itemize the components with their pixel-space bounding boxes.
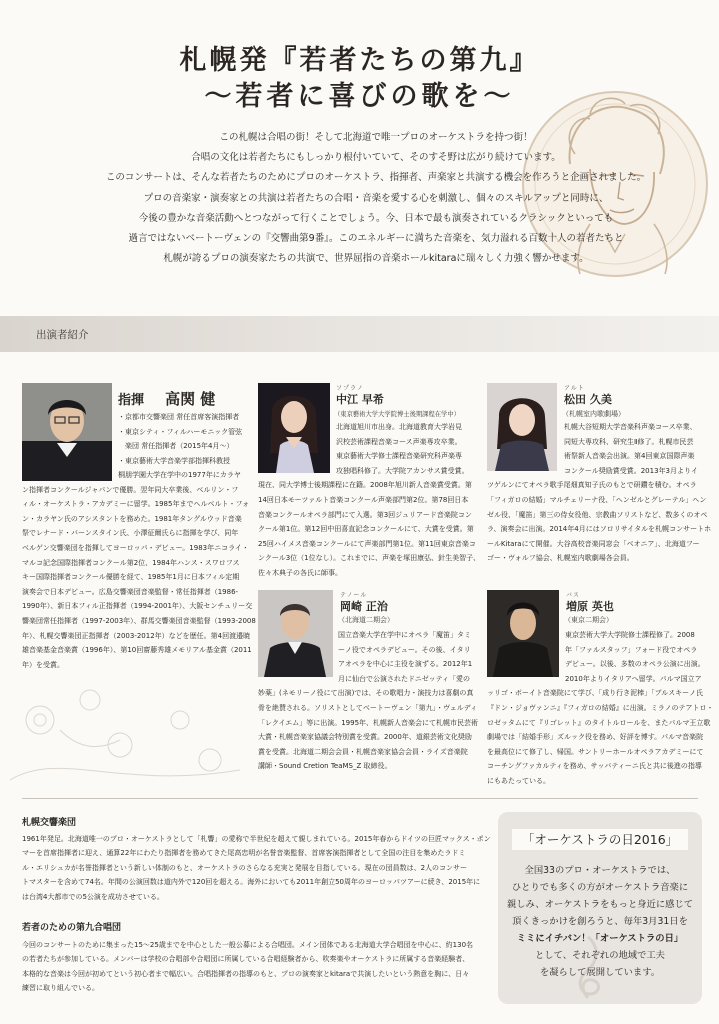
- section-divider: [22, 798, 698, 799]
- intro-line: このコンサートは、そんな若者たちのためにプロのオーケストラ、指揮者、声楽家と共演する機会を作ろうと企画されました。: [105, 172, 647, 184]
- bio-line: 年）を受賞。: [22, 660, 64, 669]
- orchestra-day-box: [498, 812, 702, 1004]
- bass-name: 増原 英也: [566, 600, 614, 613]
- bio-line: ンクール3位（1位なし）。これまでに、声楽を塚田康弘、針生美智子、: [258, 554, 481, 563]
- performers-section-label: 出演者紹介: [36, 329, 89, 341]
- bio-line: デビュー。以後、多数のオペラ公演に出演。: [565, 660, 705, 669]
- choir-line: 本格的な音楽は今回が初めてという初心者まで幅広い。合唱指揮者の指導のもと、プロの演奏家とkitaraで共演したいという熱意を胸に、日々: [22, 969, 470, 978]
- orchestra-day-text: [498, 862, 702, 981]
- intro-line: プロの音楽家・演奏家との共演は若者たちの合唱・音楽を愛する心を刺激し、個々のスキルアップと同時に、: [143, 192, 609, 204]
- bio-line: 雄音楽基金音楽賞（1996年）、第10回齋藤秀雄メモリアル基金賞（2011: [22, 646, 252, 655]
- conductor-role-name: [118, 388, 215, 409]
- conductor-photo-image: [22, 383, 112, 481]
- conductor-bio-top: [118, 410, 242, 468]
- main-title: 札幌発『若者たちの第九』: [179, 45, 540, 76]
- bio-line: 演奏会で日本デビュー。広島交響楽団音楽監督・常任指揮者（1986-: [22, 587, 239, 596]
- bio-line: アオペラを中心に主役を演ずる。2012年1: [338, 660, 473, 669]
- alto-role: アルト: [564, 385, 585, 392]
- choir-line: の若者たちが参加している。メンバーは学校の合唱部や合唱団に所属している合唱経験者から、吹奏楽やオーケストラに所属する音楽経験者、: [22, 955, 470, 964]
- performers-section-bar: [0, 316, 719, 352]
- bio-line: ・東京シティ・フィルハーモニック管弦: [118, 427, 243, 436]
- bio-line: 現在、同大学博士後期課程に在籍。2008年旭川新人音楽賞受賞。第: [258, 481, 472, 490]
- bio-line: ツゲルンにてオペラ歌手尾畑真知子氏のもとで研鑽を積む。オペラ: [487, 481, 697, 490]
- intro-line: 合唱の文化は若者たちにもしっかり根付いていて、そのすそ野は広がり続けています。: [191, 152, 561, 164]
- bio-line: 妙薬」(ネモリーノ役にて出演)では、その歌唱力・演技力は喜劇の真: [258, 689, 474, 698]
- choir-line: 今回のコンサートのために集まった15〜25歳までを中心とした一般公募による合唱団。メイン団体である北海道大学合唱団を中心に、約130名: [22, 941, 474, 949]
- intro-text: [96, 128, 656, 269]
- bio-line: ッリゴ・ボーイト音楽院にて学び、「成り行き泥棒」「ブルスキーノ氏: [487, 689, 703, 698]
- orchestra-day-line: 親しみ、オーケストラをもっと身近に感じて: [506, 899, 694, 910]
- floral-decoration: [0, 660, 250, 800]
- bio-line: 札幌大谷短期大学音楽科声楽コース卒業、: [564, 423, 697, 431]
- bio-line: 佐々木典子の各氏に師事。: [258, 568, 342, 577]
- soprano-role: ソプラノ: [336, 385, 364, 392]
- bio-line: 劇場では「結婚手形」ズルック役を務め、好評を博す。パルマ音楽院: [487, 733, 704, 742]
- bio-line: 『ドン・ジョヴァンニ』『フィガロの結婚』に出演。ミラノのテアトロ・: [487, 703, 714, 712]
- bio-line: コンクール奨励賞受賞。2013年3月よりイ: [564, 466, 698, 475]
- tenor-name: 岡崎 正治: [340, 600, 388, 613]
- conductor-photo: [22, 383, 112, 481]
- orchestra-day-line: ひとりでも多くの方がオーケストラ音楽に: [511, 882, 689, 893]
- bio-line: マルコ記念国際指揮者コンクール第2位、1984年ハンス・スワロフス: [22, 558, 240, 567]
- bio-line: 北海道旭川市出身。北海道教育大学岩見: [336, 423, 462, 431]
- conductor-role: 指揮: [118, 393, 145, 408]
- bio-line: 楽団 常任指揮者（2015年4月〜）: [118, 442, 234, 451]
- sso-title: 札幌交響楽団: [22, 818, 77, 828]
- bass-affiliation: （東京二期会）: [564, 616, 613, 624]
- bio-line: 東京藝術大学修士課程音楽研究科声楽専: [336, 452, 462, 461]
- choir-line: 練習に取り組んでいる。: [22, 984, 99, 993]
- alto-bio: [487, 420, 711, 566]
- alto-affiliation: （札幌室内歌劇場）: [562, 410, 625, 418]
- bio-line: コーチングファカルティを務め、サッバティーニ氏と共に後進の指導: [487, 762, 702, 771]
- bio-line: ン指揮者コンクールジャパンで優勝。翌年同大卒業後、ベルリン・フ: [22, 485, 239, 494]
- bio-line: 東京芸術大学大学院修士課程修了。2008: [565, 631, 695, 639]
- conductor-bio: [22, 468, 256, 672]
- tenor-role: テノール: [340, 592, 368, 599]
- bio-line: 年「ファルスタッフ」フォード役でオペラ: [565, 645, 698, 654]
- choir-text: [22, 938, 473, 996]
- bio-line: にもあたっている。: [487, 776, 550, 785]
- bio-line: ベルゲン交響楽団を指揮してヨーロッパ・デビュー。1983年ニコライ・: [22, 543, 249, 552]
- bio-line: 桐朋学園大学在学中の1977年にカラヤ: [118, 471, 241, 479]
- sso-text: [22, 832, 491, 904]
- bio-line: クール第1位。第12回中田喜直記念コンクールにて、大賞を受賞。第: [258, 525, 474, 534]
- sso-line: マーを首席指揮者に迎え、通算22年にわたり指揮者を務めてきた尾高忠明が名誉音楽監督、首席客演指揮者として全国の注目を集めたラドミ: [22, 849, 466, 858]
- bio-line: 1990年）、新日本フィル正指揮者（1994-2001年）、大阪センチュリー交: [22, 602, 253, 611]
- soprano-bio: [258, 420, 480, 581]
- choir-title: 若者のための第九合唱団: [22, 923, 122, 933]
- bio-line: ン・カラヤン氏のアシスタントを務めた。1981年タングルウッド音楽: [22, 514, 242, 523]
- subtitle: 〜若者に喜びの歌を〜: [204, 81, 515, 112]
- bio-line: 2010年よりイタリアへ留学。パルマ国立ア: [565, 674, 702, 683]
- sso-line: 1961年発足。北海道唯一のプロ・オーケストラとして「札響」の愛称で半世紀を超えて親しまれている。2015年春からドイツの巨匠マックス・ポン: [22, 835, 491, 843]
- bio-line: 講師・Sound Cretion TeaMS_Z 取締役。: [258, 762, 392, 771]
- bio-line: 同短大専攻科、研究生Ⅱ修了。札幌市民芸: [564, 437, 694, 446]
- bio-line: 「フィガロの結婚」マルチェリーナ役、「ヘンゼルとグレーテル」ヘン: [487, 495, 707, 504]
- bio-line: 響楽団常任指揮者（1997-2003年）、群馬交響楽団音楽監督（1993-2008: [22, 616, 256, 625]
- intro-line: 過言ではないベートーヴェンの『交響曲第9番』。このエネルギーに満ちた音楽を、気力溢れる百数十人の若者たちと: [128, 233, 624, 245]
- orchestra-day-title-text: 「オーケストラの日2016」: [512, 829, 688, 850]
- orchestra-day-line: ミミにイチバン！「オーケストラの日」: [516, 933, 684, 944]
- orchestra-day-line: として、それぞれの地域で工夫: [535, 950, 665, 961]
- bio-line: 国立音楽大学在学中にオペラ「魔笛」タミ: [338, 631, 471, 639]
- orchestra-day-line: 頂くきっかけを創ろうと、毎年3月31日を: [512, 916, 688, 927]
- bio-line: 骨を絶賛される。ソリストとしてベートーヴェン「第九」・ヴェルディ: [258, 703, 478, 712]
- sso-line: は台湾4大都市での5公演を成功させている。: [22, 892, 164, 901]
- alto-name: 松田 久美: [564, 393, 612, 406]
- bio-line: を最高位にて修了し、帰国。サントリーホールオペラアカデミーにて: [487, 747, 704, 756]
- bio-line: ・京都市交響楽団 常任首席客演指揮者: [118, 413, 240, 421]
- bio-line: 年）、札幌交響楽団正指揮者（2003-2012年）などを歴任。第4回渡邉暁: [22, 631, 251, 640]
- orchestra-day-line: を凝らして展開しています。: [539, 967, 661, 978]
- bass-role: バス: [566, 592, 581, 599]
- bio-line: ールKitaraにて開催。大谷高校音楽同窓会「ベオニア」、北海道フー: [487, 539, 700, 548]
- soprano-name: 中江 早希: [336, 393, 384, 406]
- conductor-name: 高関 健: [165, 390, 216, 408]
- sso-line: トマスターを含めて74名。年間の公演回数は道内外で120回を超える。海外においても2011年創立50周年のヨーロッパツアーに続き、2015年に: [22, 878, 481, 887]
- bio-line: 術祭新人音楽会出演。第4回東京国際声楽: [564, 452, 695, 461]
- bio-line: ーノ役でオペラデビュー。その後、イタリ: [338, 645, 471, 654]
- bass-bio: [487, 628, 714, 789]
- bio-line: ゴー・ヴォルフ協会、札幌室内歌劇場各会員。: [487, 554, 634, 563]
- bio-line: ・東京藝術大学音楽学部指揮科教授: [118, 456, 230, 465]
- orchestra-day-line: 全国33のプロ・オーケストラでは、: [524, 865, 676, 876]
- bio-line: 攻独唱科修了。大学院アカンサス賞受賞。: [336, 466, 469, 475]
- intro-line: この札幌は合唱の街！そして北海道で唯一プロのオーケストラを持つ街！: [219, 132, 533, 143]
- bio-line: ゼル役、「魔笛」第三の侍女役他、宗教曲ソリストなど、数多くのオペ: [487, 510, 708, 519]
- bio-line: 大賞・札幌音楽家協議会特別賞を受賞。2000年、道銀芸術文化奨励: [258, 733, 472, 742]
- orchestra-day-title: [498, 830, 702, 848]
- intro-line: 札幌が誇るプロの演奏家たちの共演で、世界屈指の音楽ホールkitaraに瑞々しく力強く響かせます。: [163, 253, 589, 265]
- bio-line: 14回日本モーツァルト音楽コンクール声楽部門第2位。第78回日本: [258, 495, 469, 504]
- bio-line: 賞を受賞。北海道二期会会員・札幌音楽家協会会員・ライズ音楽院: [258, 747, 468, 756]
- bio-line: 沢校芸術課程音楽コース声楽専攻卒業。: [336, 437, 462, 446]
- bio-line: ィル・オーケストラ・アカデミーに留学。1985年までヘルベルト・フォ: [22, 500, 250, 509]
- bio-line: キー国際指揮者コンクール優勝を経て、1985年1月に日本フィル定期: [22, 573, 240, 582]
- bio-line: ラ、演奏会に出演。2014年4月にはソロリサイタルを札幌コンサートホ: [487, 525, 712, 534]
- sso-line: ル・エリシュカが名誉指揮者という新しい体制のもと、オーケストラのさらなる充実と発展を目指している。現在の団員数は、2人のコンサー: [22, 863, 468, 872]
- soprano-affiliation: （東京藝術大学大学院博士後期課程在学中）: [334, 411, 460, 418]
- bio-line: 25回ハイメス音楽コンクールにて声楽部門第1位。第11回東京音楽コ: [258, 539, 476, 548]
- bio-line: 祭でレナード・バーンスタイン氏、小澤征爾氏らに指揮を学び、同年: [22, 529, 239, 538]
- intro-line: 今後の豊かな音楽活動へとつながって行くことでしょう。今、日本で最も演奏されているクラシックといっても: [138, 212, 614, 224]
- bio-line: 音楽コンクールオペラ部門にて入選。第3回ジュリアード音楽院コン: [258, 510, 472, 519]
- tenor-bio: [258, 628, 478, 774]
- tenor-affiliation: （北海道二期会）: [338, 616, 394, 624]
- bio-line: 月に仙台で公演されたドニゼッティ「愛の: [338, 674, 471, 683]
- bio-line: ロゼッタムにて『リゴレット』のタイトルロールを、またパルマ王立歌: [487, 718, 711, 727]
- bio-line: 「レクイエム」等に出演。1995年、札幌新人音楽会にて札幌市民芸術: [258, 718, 479, 727]
